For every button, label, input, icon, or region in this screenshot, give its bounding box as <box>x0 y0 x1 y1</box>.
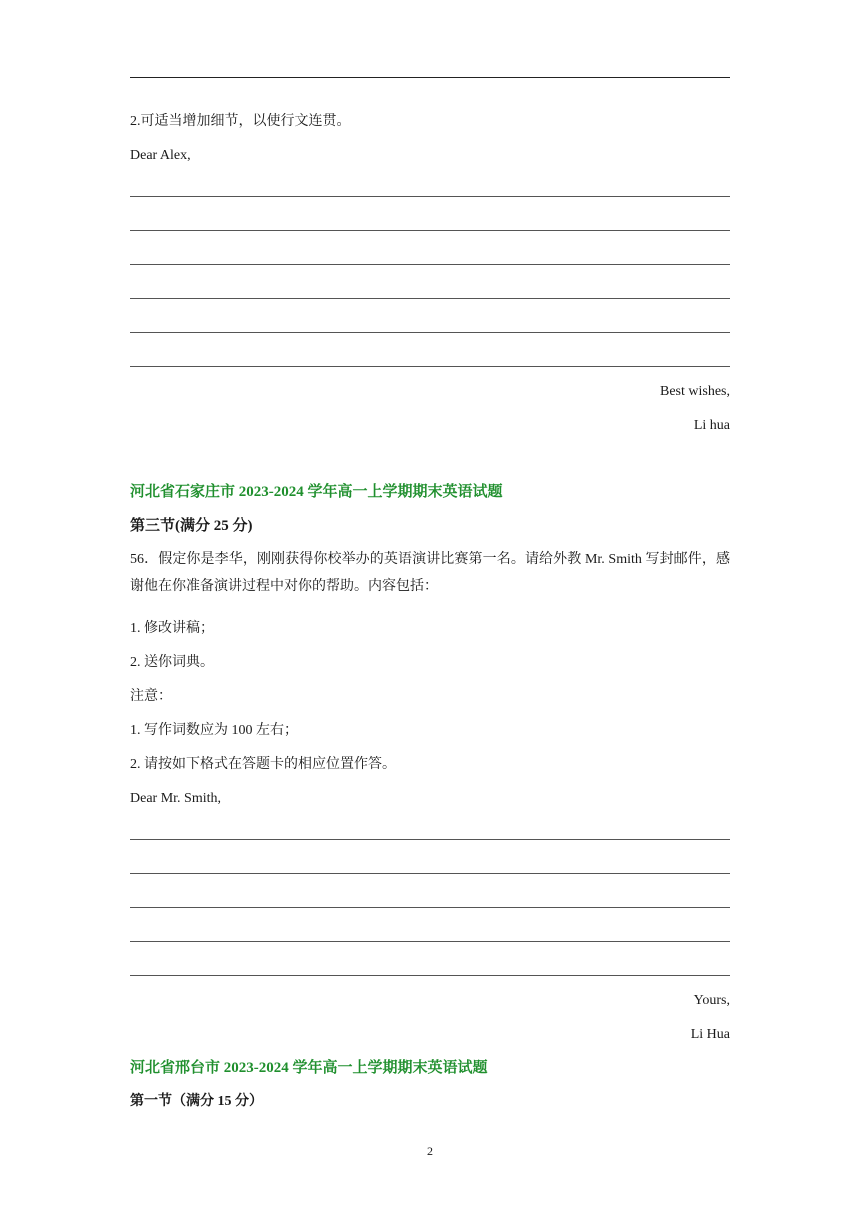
writing-line <box>130 298 730 299</box>
section2-subheading: 第一节（满分 15 分） <box>130 1094 263 1109</box>
letter2-closing: Yours, <box>693 993 730 1008</box>
writing-line <box>130 196 730 197</box>
section2-heading: 河北省邢台市 2023-2024 学年高一上学期期末英语试题 <box>130 1060 488 1076</box>
page-number: 2 <box>427 1144 433 1158</box>
writing-line <box>130 975 730 976</box>
content-item-2: 2. 送你词典。 <box>130 655 214 670</box>
letter1-greeting: Dear Alex, <box>130 148 191 163</box>
writing-line <box>130 366 730 367</box>
letter2-signature: Li Hua <box>690 1027 730 1042</box>
writing-line <box>130 839 730 840</box>
writing-line <box>130 873 730 874</box>
letter2-greeting: Dear Mr. Smith, <box>130 791 221 806</box>
section1-heading: 河北省石家庄市 2023-2024 学年高一上学期期末英语试题 <box>130 484 503 500</box>
section1-prompt: 56．假定你是李华，刚刚获得你校举办的英语演讲比赛第一名。请给外教 Mr. Smith 写封邮件，感谢他在你准备演讲过程中对你的帮助。内容包括： <box>130 552 730 594</box>
writing-line <box>130 230 730 231</box>
top-rule <box>130 77 730 78</box>
writing-line <box>130 907 730 908</box>
instruction-note: 2.可适当增加细节，以使行文连贯。 <box>130 114 351 129</box>
note-item-1: 1. 写作词数应为 100 左右； <box>130 723 298 738</box>
writing-line <box>130 941 730 942</box>
note-item-2: 2. 请按如下格式在答题卡的相应位置作答。 <box>130 757 396 772</box>
writing-line <box>130 332 730 333</box>
content-item-1: 1. 修改讲稿； <box>130 621 214 636</box>
letter1-closing: Best wishes, <box>660 384 730 399</box>
writing-line <box>130 264 730 265</box>
notes-label: 注意： <box>130 689 172 704</box>
section1-subheading: 第三节(满分 25 分) <box>130 518 253 534</box>
letter1-signature: Li hua <box>693 418 730 433</box>
